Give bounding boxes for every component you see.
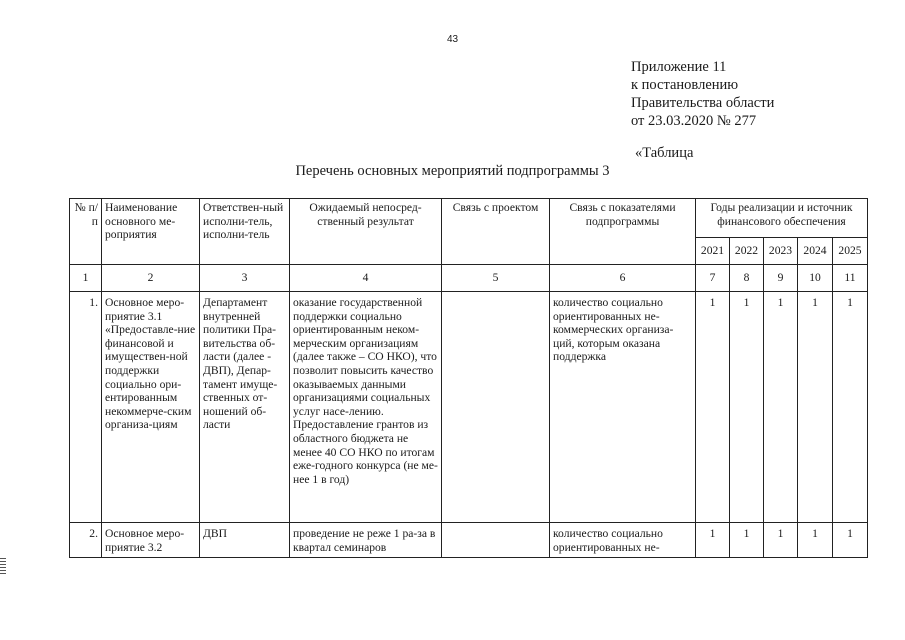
header-indicators: Связь с показателями подпрограммы [550,199,696,265]
row-year-value: 1 [764,523,798,558]
row-project [442,523,550,558]
header-year: 2024 [798,238,833,265]
header-project: Связь с проектом [442,199,550,265]
appendix-line-2: к постановлению [631,77,739,93]
row-num: 1. [70,292,102,523]
column-number: 2 [102,265,200,292]
header-row [70,199,868,238]
header-year: 2023 [764,238,798,265]
header-name: Наименование основного ме-роприятия [102,199,200,265]
row-project [442,292,550,523]
column-number: 4 [290,265,442,292]
scan-edge-marks [0,558,6,576]
appendix-header [631,58,774,130]
row-name: Основное меро-приятие 3.1 «Предоставле-ние финансовой и имуществен-ной поддержки социально ори-ентированным некоммерче-ским организа-циям [102,292,200,523]
header-year: 2025 [833,238,868,265]
table-row [70,292,868,523]
row-indicators: количество социально ориентированных не- [550,523,696,558]
header-year: 2021 [696,238,730,265]
column-number: 8 [730,265,764,292]
column-numbers-row [70,265,868,292]
row-year-value: 1 [798,523,833,558]
header-year: 2022 [730,238,764,265]
row-year-value: 1 [696,292,730,523]
row-result: проведение не реже 1 ра-за в квартал семинаров [290,523,442,558]
row-year-value: 1 [833,292,868,523]
row-indicators: количество социально ориентированных не-коммерческих организа-ций, которым оказана поддержка [550,292,696,523]
column-number: 7 [696,265,730,292]
column-number: 6 [550,265,696,292]
appendix-line-4: от 23.03.2020 № 277 [631,113,757,129]
column-number: 1 [70,265,102,292]
column-number: 3 [200,265,290,292]
column-number: 9 [764,265,798,292]
row-year-value: 1 [764,292,798,523]
header-responsible: Ответствен-ный исполни-тель, исполни-тель [200,199,290,265]
column-number: 11 [833,265,868,292]
column-number: 5 [442,265,550,292]
table-row [70,523,868,558]
column-number: 10 [798,265,833,292]
row-result: оказание государственной поддержки социально ориентированным неком-мерческим организациям (далее также – СО НКО), что позволит повысить качество оказываемых данными организациями социальных услуг насе-лению. Предоставление грантов из областного бюджета не менее 40 СО НКО по итогам еже-годного конкурса (не ме-нее 1 в год) [290,292,442,523]
appendix-line-3: Правительства области [631,95,775,111]
row-responsible: Департамент внутренней политики Пра-вительства об-ласти (далее - ДВП), Депар-тамент имуще-ственных от-ношений об-ласти [200,292,290,523]
appendix-line-1: Приложение 11 [631,59,727,75]
row-year-value: 1 [730,292,764,523]
header-result: Ожидаемый непосред-ственный результат [290,199,442,265]
row-year-value: 1 [833,523,868,558]
row-year-value: 1 [798,292,833,523]
row-name: Основное меро-приятие 3.2 [102,523,200,558]
header-years-group: Годы реализации и источник финансового обеспечения [696,199,868,238]
page-number: 43 [446,34,459,45]
document-title: Перечень основных мероприятий подпрограммы 3 [295,163,610,179]
row-responsible: ДВП [200,523,290,558]
table-mark: «Таблица [635,145,694,161]
header-num: № п/п [70,199,102,265]
row-num: 2. [70,523,102,558]
row-year-value: 1 [696,523,730,558]
row-year-value: 1 [730,523,764,558]
activities-table [69,198,868,558]
